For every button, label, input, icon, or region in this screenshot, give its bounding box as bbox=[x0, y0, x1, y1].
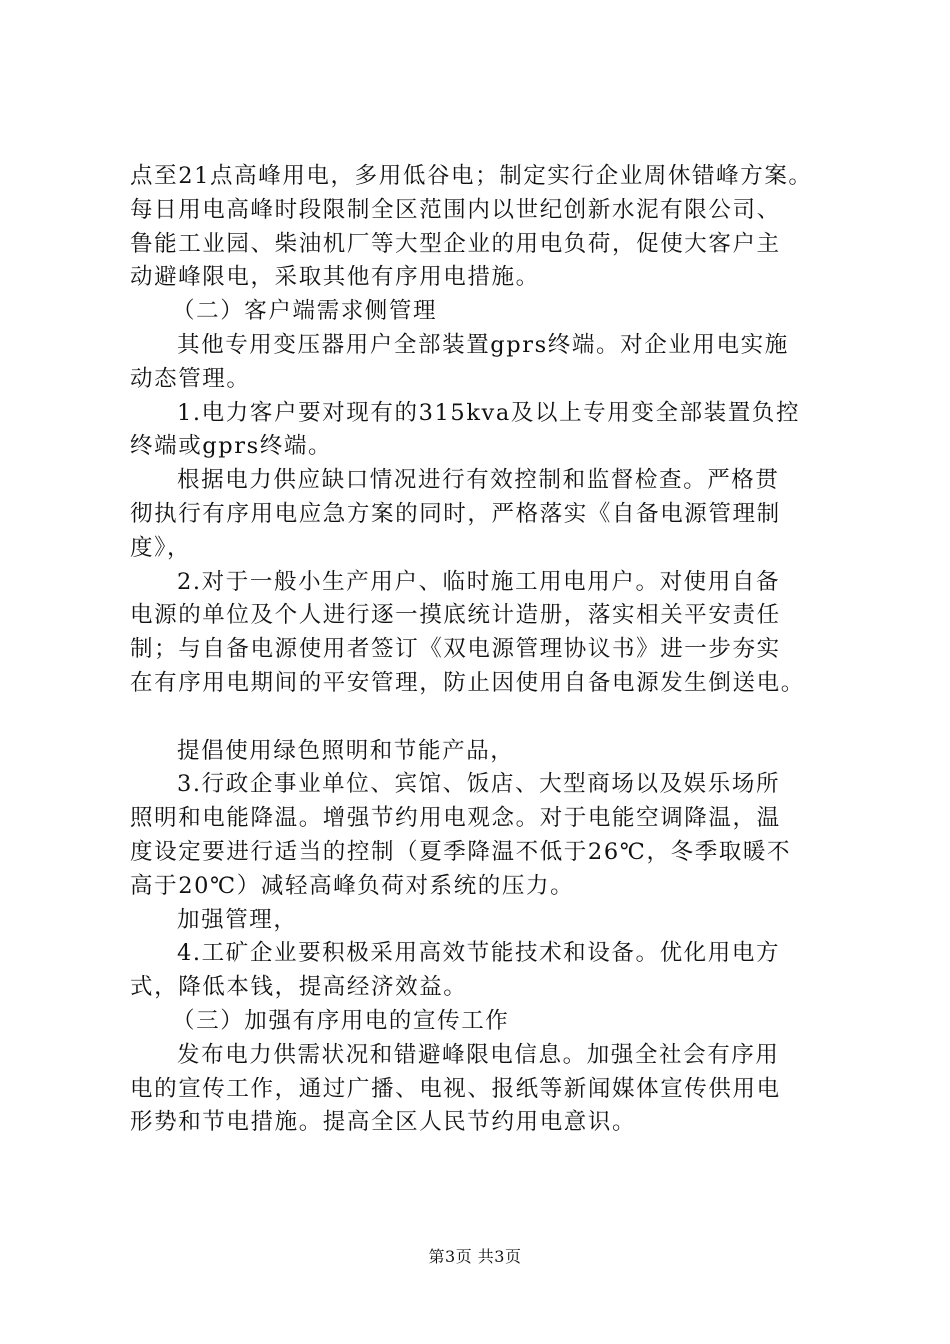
text-line: 鲁能工业园、柴油机厂等大型企业的用电负荷，促使大客户主 bbox=[130, 230, 781, 257]
text-line: 其他专用变压器用户全部装置gprs终端。对企业用电实施 bbox=[177, 331, 789, 358]
text-line: 照明和电能降温。增强节约用电观念。对于电能空调降温，温 bbox=[130, 805, 781, 832]
text-line: 式，降低本钱，提高经济效益。 bbox=[130, 974, 468, 1001]
text-line: 3.行政企事业单位、宾馆、饭店、大型商场以及娱乐场所 bbox=[177, 771, 781, 798]
page-number-footer: 第3页 共3页 bbox=[428, 1247, 522, 1266]
text-line: 1.电力客户要对现有的315kva及以上专用变全部装置负控 bbox=[177, 399, 801, 426]
text-line: 点至21点高峰用电，多用低谷电；制定实行企业周休错峰方案。 bbox=[130, 163, 813, 189]
text-line: 提倡使用绿色照明和节能产品， bbox=[177, 737, 515, 764]
document-body bbox=[130, 160, 830, 1140]
text-line: 动态管理。 bbox=[130, 365, 251, 392]
text-line: 发布电力供需状况和错避峰限电信息。加强全社会有序用 bbox=[177, 1041, 780, 1068]
text-line: 加强管理， bbox=[177, 906, 298, 933]
blank-line bbox=[130, 701, 830, 735]
text-line: 每日用电高峰时段限制全区范围内以世纪创新水泥有限公司、 bbox=[130, 196, 781, 223]
text-line: 2.对于一般小生产用户、临时施工用电用户。对使用自备 bbox=[177, 568, 781, 595]
text-line: 高于20℃）减轻高峰负荷对系统的压力。 bbox=[130, 872, 575, 899]
text-line: 根据电力供应缺口情况进行有效控制和监督检查。严格贯 bbox=[177, 467, 780, 494]
text-line: 终端或gprs终端。 bbox=[130, 433, 333, 460]
section-heading: （二）客户端需求侧管理 bbox=[172, 298, 438, 325]
section-heading: （三）加强有序用电的宣传工作 bbox=[172, 1007, 510, 1034]
text-line: 度》， bbox=[130, 534, 192, 561]
text-line: 动避峰限电，采取其他有序用电措施。 bbox=[130, 264, 540, 291]
text-line: 电的宣传工作，通过广播、电视、报纸等新闻媒体宣传供用电 bbox=[130, 1075, 781, 1102]
text-line: 4.工矿企业要积极采用高效节能技术和设备。优化用电方 bbox=[177, 940, 781, 967]
text-line: 电源的单位及个人进行逐一摸底统计造册，落实相关平安责任 bbox=[130, 602, 781, 629]
text-line: 形势和节电措施。提高全区人民节约用电意识。 bbox=[130, 1109, 637, 1136]
text-line: 度设定要进行适当的控制（夏季降温不低于26℃，冬季取暖不 bbox=[130, 838, 792, 865]
text-line: 在有序用电期间的平安管理，防止因使用自备电源发生倒送电。 bbox=[130, 669, 805, 696]
text-line: 彻执行有序用电应急方案的同时，严格落实《自备电源管理制 bbox=[130, 500, 781, 527]
text-line: 制；与自备电源使用者签订《双电源管理协议书》进一步夯实 bbox=[130, 636, 781, 663]
